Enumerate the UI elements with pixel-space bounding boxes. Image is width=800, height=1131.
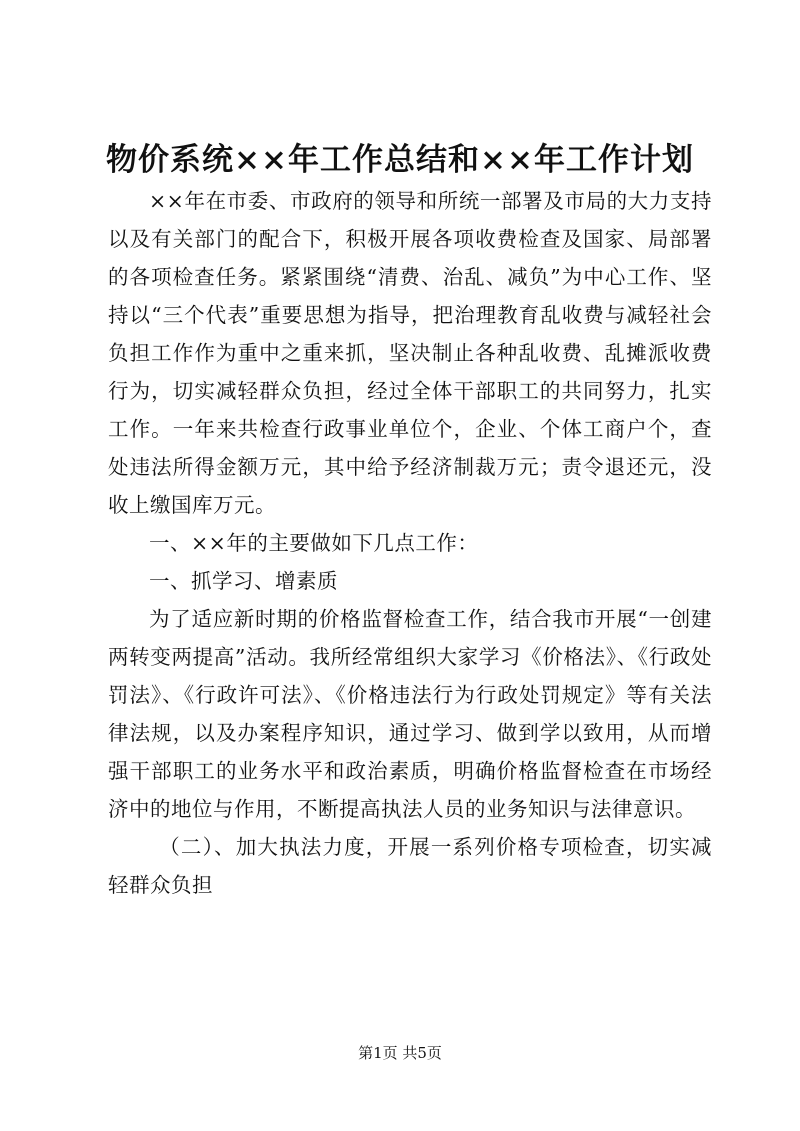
paragraph-section-heading: 一、××年的主要做如下几点工作： [149, 531, 479, 555]
paragraph-subheading-enforcement: （二）、加大执法力度，开展一系列价格专项检查，切实减轻群众负担 [108, 835, 712, 897]
paragraph-study-details: 为了适应新时期的价格监督检查工作，结合我市开展“一创建两转变两提高”活动。我所经常组织大家学习《价格法》、《行政处罚法》、《行政许可法》、《价格违法行为行政处罚规定》等有关法律法规，以及办案程序知识，通过学习、做到学以致用，从而增强干部职工的业务水平和政治素质，明确价格监督检查在市场经济中的地位与作用，不断提高执法人员的业务知识与法律意识。 [108, 607, 712, 821]
paragraph-summary: ××年在市委、市政府的领导和所统一部署及市局的大力支持以及有关部门的配合下，积极开展各项收费检查及国家、局部署的各项检查任务。紧紧围绕“清费、治乱、减负”为中心工作、坚持以“三个代表”重要思想为指导，把治理教育乱收费与减轻社会负担工作作为重中之重来抓，坚决制止各种乱收费、乱摊派收费行为，切实减轻群众负担，经过全体干部职工的共同努力，扎实工作。一年来共检查行政事业单位个，企业、个体工商户个，查处违法所得金额万元，其中给予经济制裁万元；责令退还元，没收上缴国库万元。 [108, 189, 712, 517]
paragraph-subheading-study: 一、抓学习、增素质 [149, 569, 338, 593]
page-number-footer: 第1页 共5页 [358, 1044, 442, 1062]
document-body [108, 182, 712, 904]
document-title: 物价系统××年工作总结和××年工作计划 [106, 142, 694, 178]
